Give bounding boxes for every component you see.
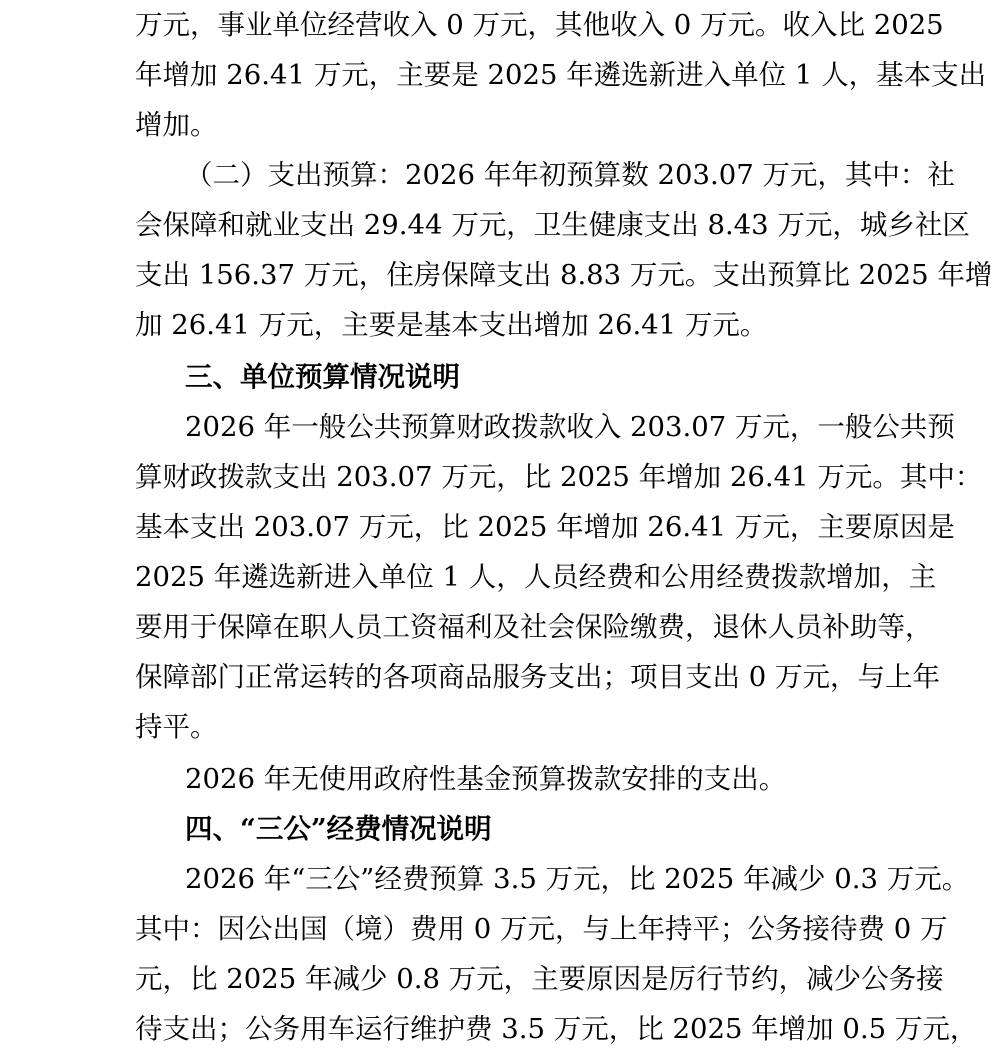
text-line: 保障部门正常运转的各项商品服务支出；项目支出 0 万元，与上年 xyxy=(135,661,940,693)
paragraph-start-expenditure-budget: （二）支出预算：2026 年年初预算数 203.07 万元，其中：社 xyxy=(185,159,955,191)
text-line: 要用于保障在职人员工资福利及社会保险缴费，退休人员补助等， xyxy=(135,611,933,643)
text-line: 元，比 2025 年减少 0.8 万元，主要原因是厉行节约，减少公务接 xyxy=(135,963,944,995)
paragraph-government-fund: 2026 年无使用政府性基金预算拨款安排的支出。 xyxy=(185,763,787,795)
text-line: 加 26.41 万元，主要是基本支出增加 26.41 万元。 xyxy=(135,309,768,341)
paragraph-start-unit-budget: 2026 年一般公共预算财政拨款收入 203.07 万元，一般公共预 xyxy=(185,411,955,443)
text-line: 待支出；公务用车运行维护费 3.5 万元，比 2025 年增加 0.5 万元， xyxy=(135,1013,978,1045)
text-line: 其中：因公出国（境）费用 0 万元，与上年持平；公务接待费 0 万 xyxy=(135,913,948,945)
text-line: 2025 年遴选新进入单位 1 人，人员经费和公用经费拨款增加，主 xyxy=(135,561,937,593)
text-line: 会保障和就业支出 29.44 万元，卫生健康支出 8.43 万元，城乡社区 xyxy=(135,209,970,241)
section-heading-three-public-expenses: 四、“三公”经费情况说明 xyxy=(185,813,492,845)
text-line: 万元，事业单位经营收入 0 万元，其他收入 0 万元。收入比 2025 xyxy=(135,9,944,41)
text-line: 增加。 xyxy=(135,109,218,141)
section-heading-unit-budget: 三、单位预算情况说明 xyxy=(185,361,460,393)
text-line: 基本支出 203.07 万元，比 2025 年增加 26.41 万元，主要原因是 xyxy=(135,511,955,543)
text-line: 支出 156.37 万元，住房保障支出 8.83 万元。支出预算比 2025 年增 xyxy=(135,259,993,291)
text-line: 年增加 26.41 万元，主要是 2025 年遴选新进入单位 1 人，基本支出 xyxy=(135,59,987,91)
paragraph-start-three-public-expenses: 2026 年“三公”经费预算 3.5 万元，比 2025 年减少 0.3 万元。 xyxy=(185,863,970,895)
text-line: 持平。 xyxy=(135,711,218,743)
text-line: 算财政拨款支出 203.07 万元，比 2025 年增加 26.41 万元。其中： xyxy=(135,461,983,493)
